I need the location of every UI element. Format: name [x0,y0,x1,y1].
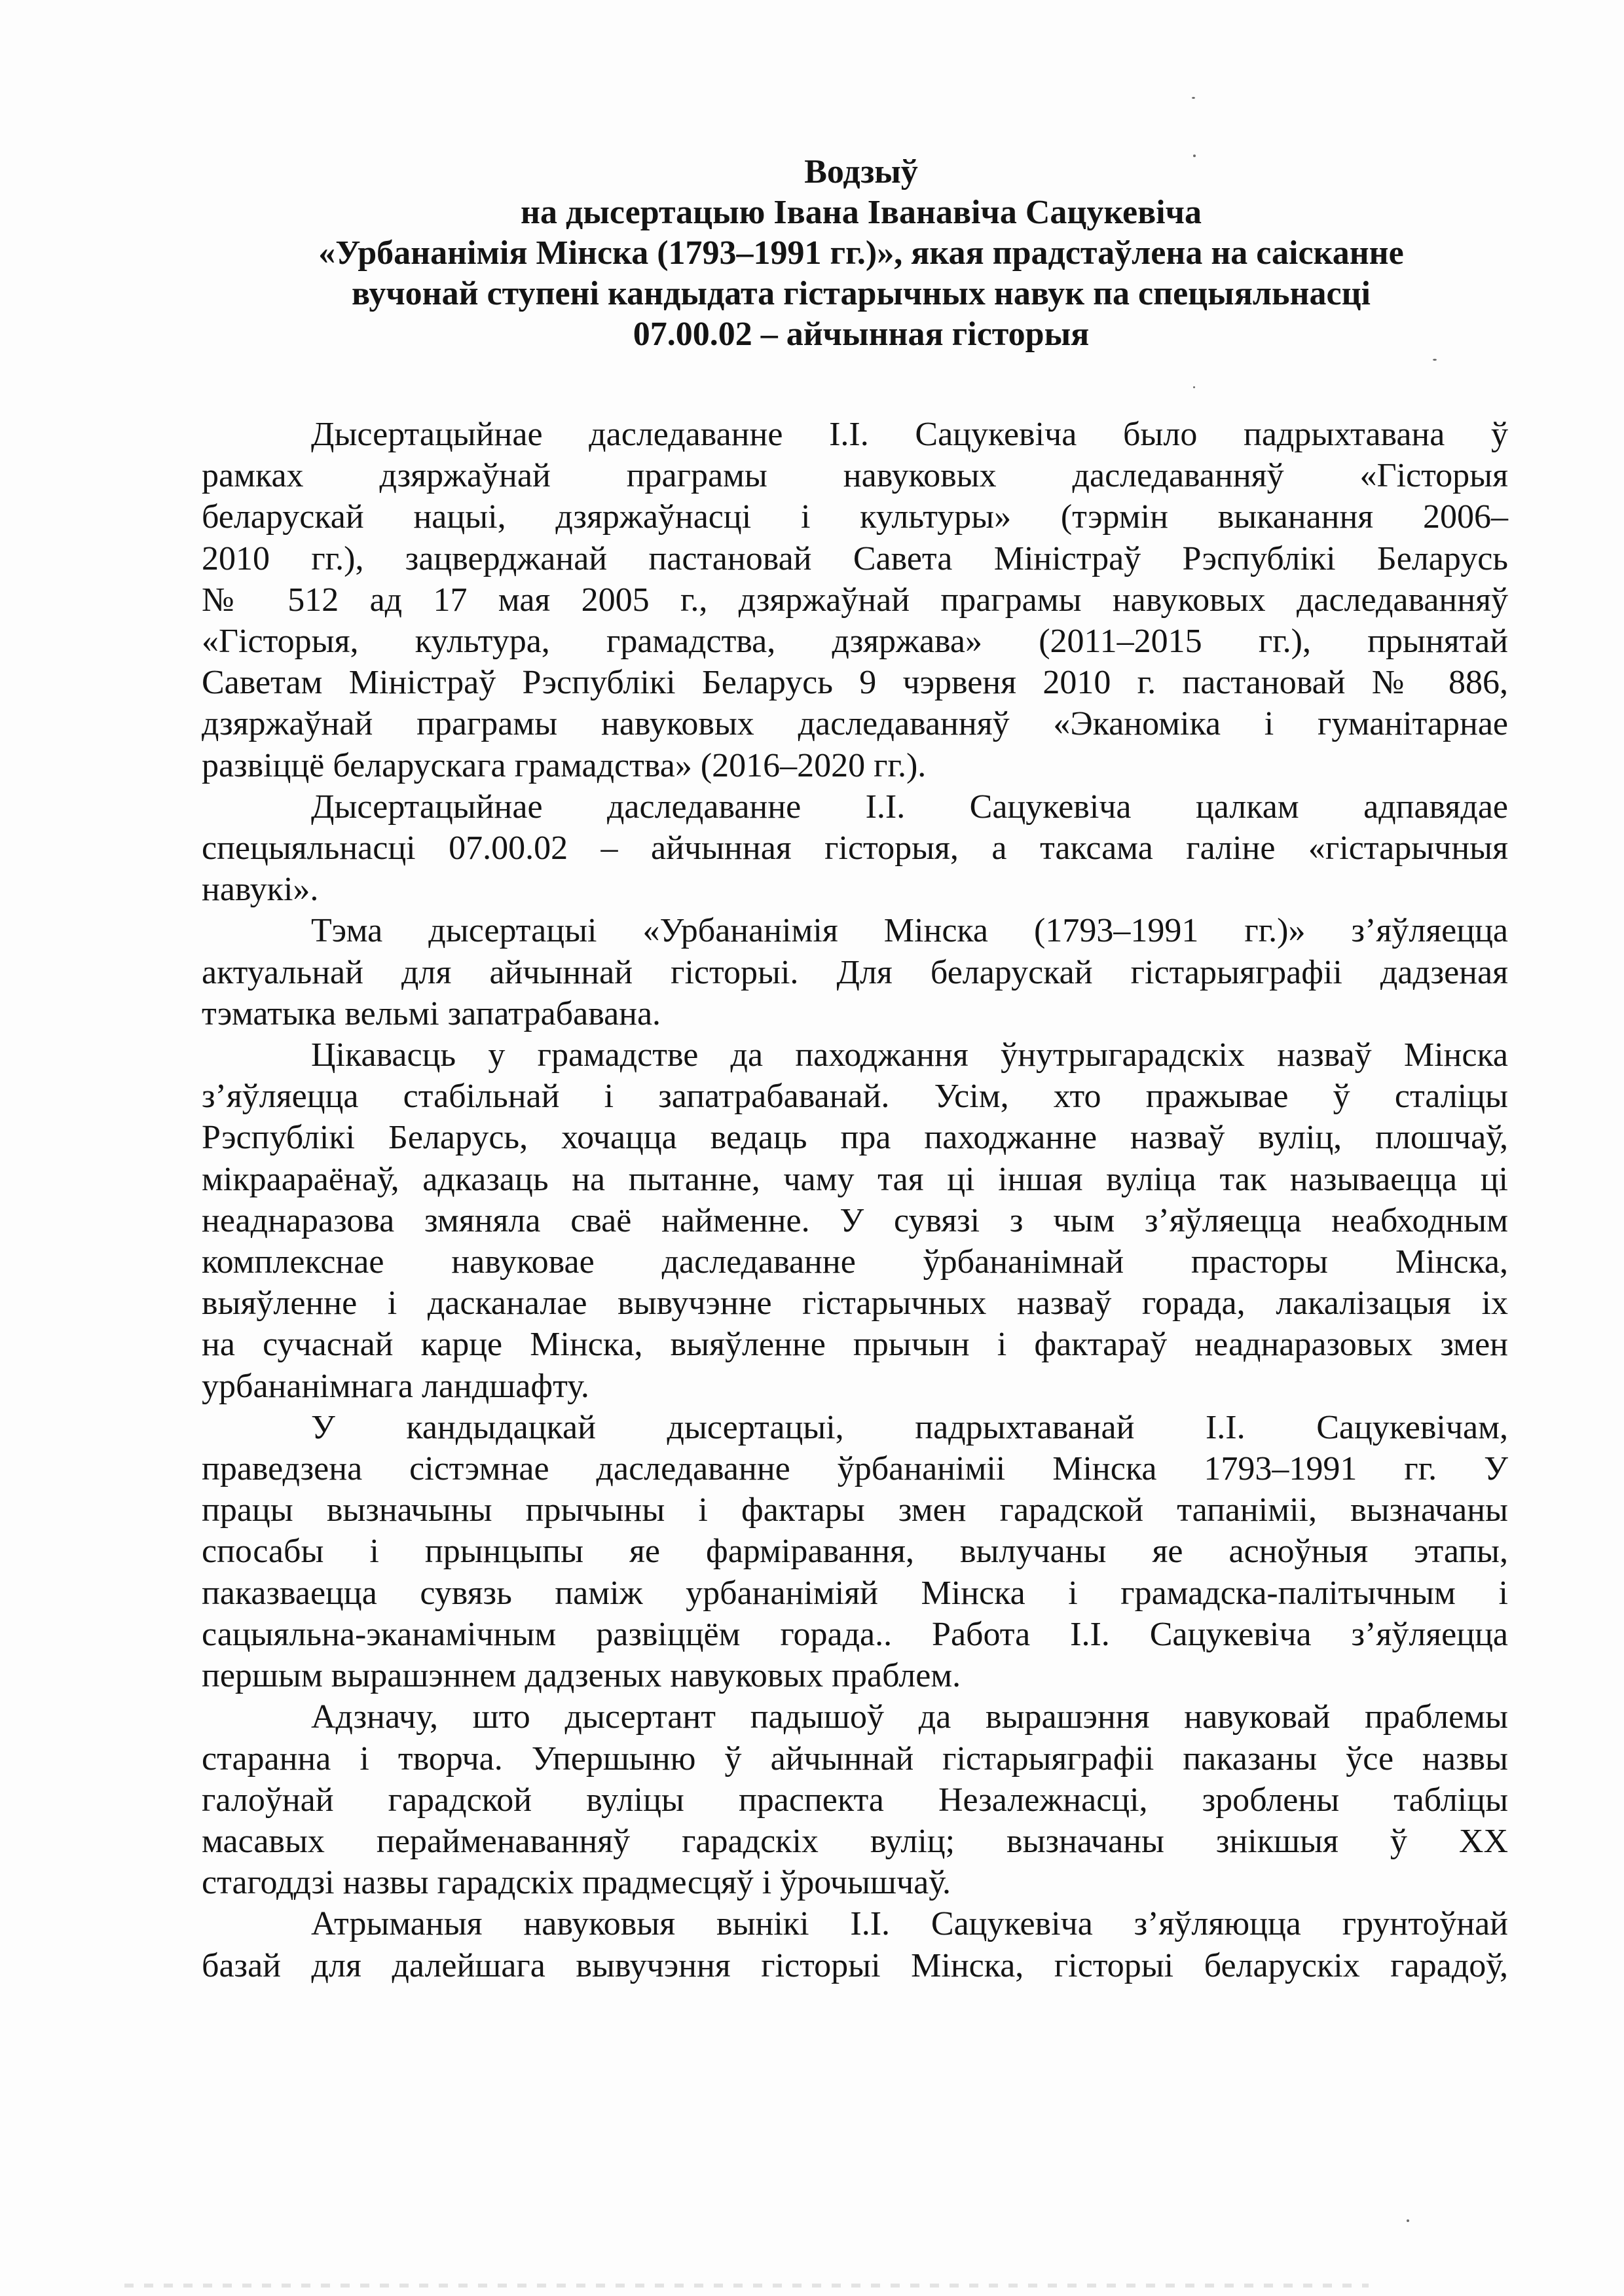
text-line: на сучаснай карце Мінска, выяўленне прычын і фактараў неаднаразовых змен [202,1326,1508,1364]
text-line: комплекснае навуковае даследаванне ўрбананімнай прасторы Мінска, [202,1243,1508,1281]
text-line: першым вырашэннем дадзеных навуковых праблем. [202,1657,961,1695]
header-line: «Урбананімія Мінска (1793–1991 гг.)», якая прадстаўлена на саісканне [318,234,1404,272]
text-line: актуальнай для айчыннай гісторыі. Для беларускай гістарыяграфіі дадзеная [202,953,1508,991]
paragraph [202,1407,1508,1696]
text-line: з’яўляецца стабільнай і запатрабаванай. Усім, хто пражывае ў сталіцы [202,1078,1508,1116]
scan-speck [1433,359,1437,361]
scan-speck [1193,155,1196,157]
paragraph [202,1696,1508,1903]
header-line: на дысертацыю Івана Іванавіча Сацукевіча [521,194,1202,231]
text-line: навукі». [202,871,319,909]
text-line: У кандыдацкай дысертацыі, падрыхтаванай І.І. Сацукевічам, [311,1408,1508,1446]
paragraph [202,786,1508,911]
paragraph [202,1034,1508,1407]
text-line: старанна і творча. Упершыню ў айчыннай гістарыяграфіі паказаны ўсе назвы [202,1740,1508,1777]
text-line: Тэма дысертацыі «Урбананімія Мінска (1793–1991 гг.)» з’яўляецца [311,912,1508,950]
text-line: выяўленне і дасканалае вывучэнне гістарычных назваў горада, лакалізацыя іх [202,1285,1508,1322]
text-line: працы вызначыны прычыны і фактары змен гарадской тапаніміі, вызначаны [202,1491,1508,1529]
text-line: праведзена сістэмнае даследаванне ўрбананіміі Мінска 1793–1991 гг. У [202,1450,1508,1488]
document-body [202,414,1508,1986]
text-line: «Гісторыя, культура, грамадства, дзяржава» (2011–2015 гг.), прынятай [202,623,1508,661]
scan-speck [1407,2219,1409,2222]
text-line: стагоддзі назвы гарадскіх прадмесцяў і ўрочышчаў. [202,1864,951,1902]
paragraph [202,414,1508,786]
text-line: паказваецца сувязь паміж урбананіміяй Мінска і грамадска-палітычным і [202,1574,1508,1612]
text-line: спосабы і прынцыпы яе фарміравання, вылучаны яе асноўныя этапы, [202,1533,1508,1571]
text-line: Атрыманыя навуковыя вынікі І.І. Сацукевіча з’яўляюцца грунтоўнай [311,1905,1508,1943]
text-line: дзяржаўнай праграмы навуковых даследаванняў «Эканоміка і гуманітарнае [202,705,1508,743]
text-line: беларускай нацыі, дзяржаўнасці і культуры» (тэрмін выканання 2006– [202,498,1508,536]
text-line: галоўнай гарадской вуліцы праспекта Незалежнасці, зроблены табліцы [202,1781,1508,1819]
text-line: Саветам Міністраў Рэспублікі Беларусь 9 чэрвеня 2010 г. пастановай № 886, [202,664,1508,702]
text-line: Дысертацыйнае даследаванне І.І. Сацукевіча было падрыхтавана ў [311,416,1508,453]
text-line: Дысертацыйнае даследаванне І.І. Сацукевіча цалкам адпавядае [311,788,1508,826]
document-title: Водзыў [804,153,918,191]
text-line: развіццё беларускага грамадства» (2016–2020 гг.). [202,746,927,784]
document-header [196,152,1526,355]
text-line: Адзначу, што дысертант падышоў да вырашэння навуковай праблемы [311,1698,1508,1736]
scan-speck [1193,386,1195,388]
text-line: урбананімнага ландшафту. [202,1367,589,1405]
text-line: сацыяльна-эканамічным развіццём горада.. Работа І.І. Сацукевіча з’яўляецца [202,1615,1508,1653]
text-line: 2010 гг.), зацверджанай пастановай Савета Міністраў Рэспублікі Беларусь [202,539,1508,577]
text-line: масавых перайменаванняў гарадскіх вуліц; вызначаны знікшыя ў ХХ [202,1822,1508,1860]
text-line: Цікавасць у грамадстве да паходжання ўнутрыгарадскіх назваў Мінска [311,1036,1508,1074]
text-line: Рэспублікі Беларусь, хочацца ведаць пра паходжанне назваў вуліц, плошчаў, [202,1119,1508,1157]
paragraph [202,1903,1508,1986]
scan-speck [1192,97,1195,99]
text-line: спецыяльнасці 07.00.02 – айчынная гісторыя, а таксама галіне «гістарычныя [202,829,1508,867]
scan-edge-noise [124,2284,1369,2287]
text-line: тэматыка вельмі запатрабавана. [202,994,661,1032]
text-line: неаднаразова змяняла сваё найменне. У сувязі з чым з’яўляецца неабходным [202,1201,1508,1239]
header-line: вучонай ступені кандыдата гістарычных навук па спецыяльнасці [352,275,1371,312]
text-line: № 512 ад 17 мая 2005 г., дзяржаўнай праграмы навуковых даследаванняў [202,581,1508,619]
paragraph [202,910,1508,1034]
text-line: мікраараёнаў, адказаць на пытанне, чаму тая ці іншая вуліца так называецца ці [202,1160,1508,1198]
text-line: рамках дзяржаўнай праграмы навуковых даследаванняў «Гісторыя [202,457,1508,495]
text-line: базай для далейшага вывучэння гісторыі Мінска, гісторыі беларускіх гарадоў, [202,1946,1508,1984]
header-line: 07.00.02 – айчынная гісторыя [633,316,1090,353]
